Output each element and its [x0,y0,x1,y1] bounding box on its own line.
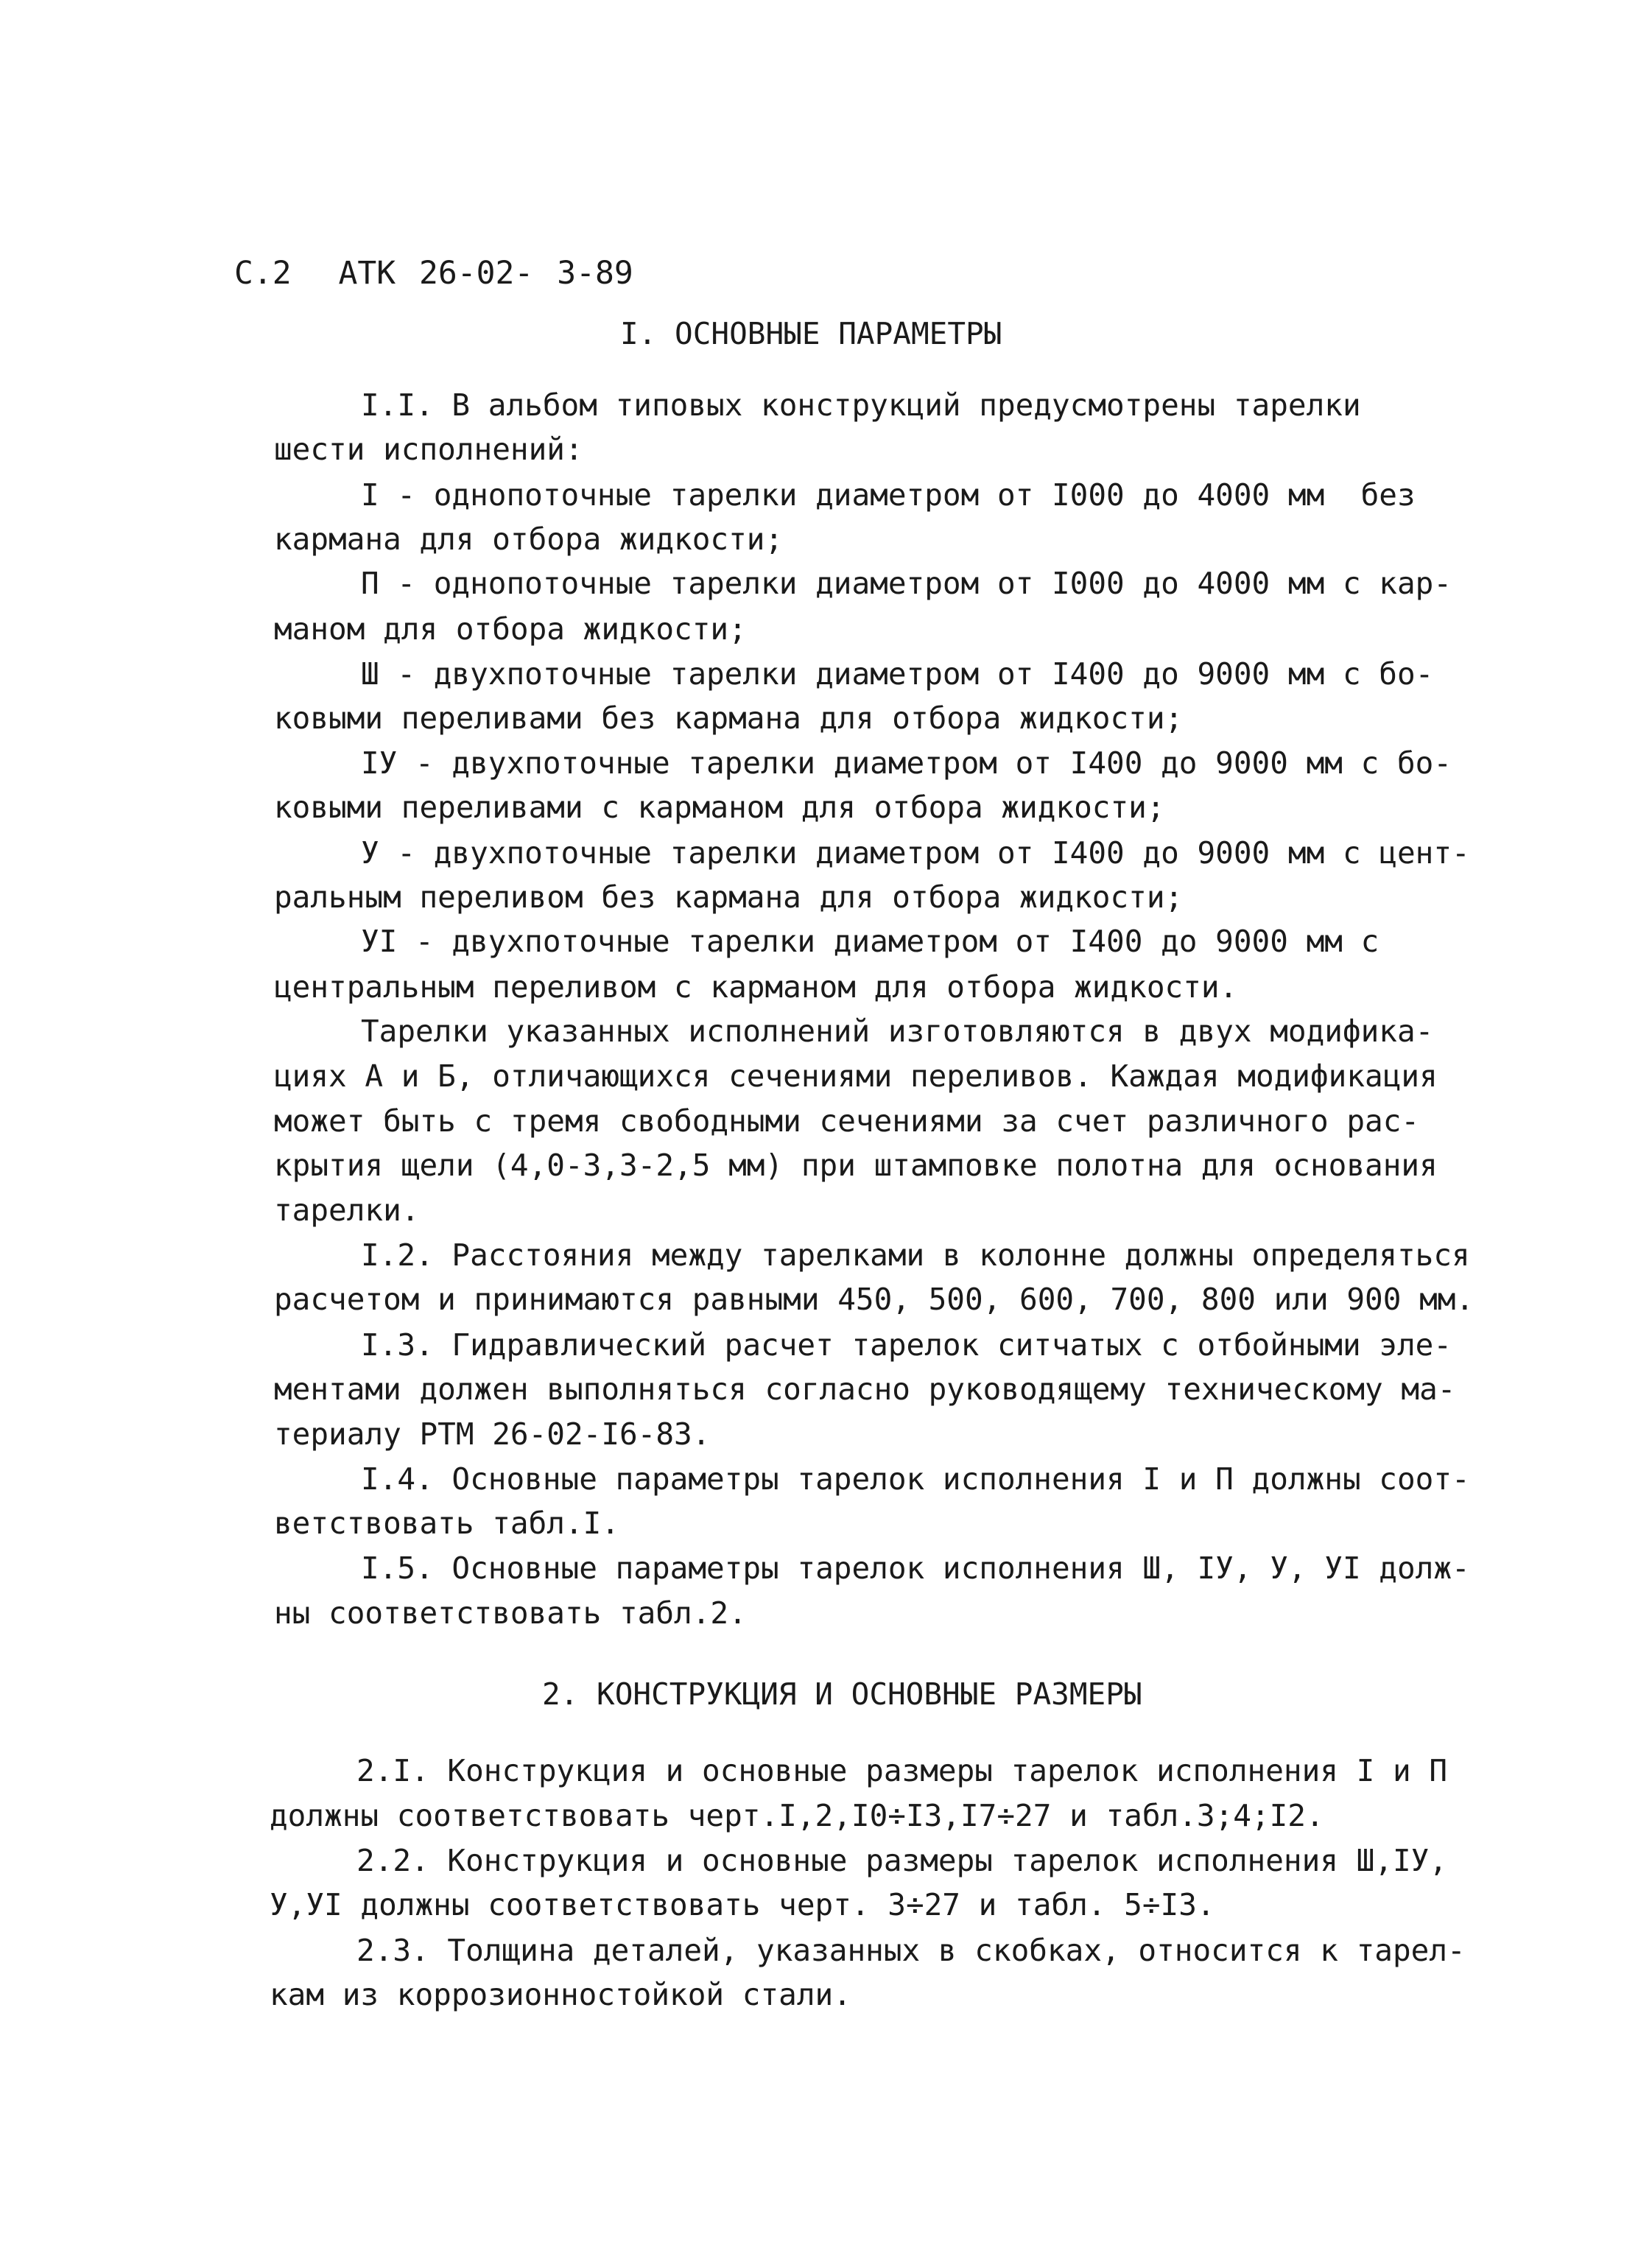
text-line: ковыми переливами без кармана для отбора жидкости; [274,700,1184,736]
text-line: I.3. Гидравлический расчет тарелок ситчатых с отбойными эле- [361,1327,1452,1363]
text-line: IУ - двухпоточные тарелки диаметром от I400 до 9000 мм с бо- [361,745,1452,781]
text-line: 2.I. Конструкция и основные размеры тарелок исполнения I и П [356,1753,1448,1788]
text-line: циях А и Б, отличающихся сечениями переливов. Каждая модификация [274,1058,1438,1094]
text-line: I.4. Основные параметры тарелок исполнения I и П должны соот- [361,1461,1470,1497]
text-line: крытия щели (4,0-3,3-2,5 мм) при штамповке полотна для основания [274,1148,1438,1183]
text-line: центральным переливом с карманом для отбора жидкости. [274,969,1238,1005]
text-line: кам из коррозионностойкой стали. [270,1977,851,2012]
text-line: I.5. Основные параметры тарелок исполнения Ш, IУ, У, УI долж- [361,1550,1470,1586]
text-line: ральным переливом без кармана для отбора жидкости; [274,879,1184,915]
text-line: тарелки. [274,1193,420,1228]
text-line: ны соответствовать табл.2. [274,1595,747,1631]
text-line: У - двухпоточные тарелки диаметром от I400 до 9000 мм с цент- [361,835,1470,871]
text-line: 2.2. Конструкция и основные размеры тарелок исполнения Ш,IУ, [356,1843,1448,1878]
text-line: расчетом и принимаются равными 450, 500, 600, 700, 800 или 900 мм. [274,1282,1475,1317]
text-line: шести исполнений: [274,432,583,467]
text-line: У,УI должны соответствовать черт. 3÷27 и табл. 5÷I3. [270,1887,1215,1922]
page-header: С.2 АТК 26-02- 3-89 [234,255,633,292]
text-line: ветствовать табл.I. [274,1506,619,1541]
text-line: I - однопоточные тарелки диаметром от I000 до 4000 мм без [361,477,1416,513]
text-line: Тарелки указанных исполнений изготовляются в двух модифика- [361,1014,1434,1049]
text-line: УI - двухпоточные тарелки диаметром от I400 до 9000 мм с [361,924,1379,959]
text-line: I.I. В альбом типовых конструкций предусмотрены тарелки [361,387,1361,423]
text-line: маном для отбора жидкости; [274,611,747,647]
section-2-title: 2. КОНСТРУКЦИЯ И ОСНОВНЫЕ РАЗМЕРЫ [542,1676,1142,1712]
text-line: кармана для отбора жидкости; [274,521,784,557]
text-line: I.2. Расстояния между тарелками в колонне должны определяться [361,1237,1470,1273]
text-line: П - однопоточные тарелки диаметром от I000 до 4000 мм с кар- [361,566,1452,601]
text-line: Ш - двухпоточные тарелки диаметром от I400 до 9000 мм с бо- [361,656,1434,692]
text-line: должны соответствовать черт.I,2,I0÷I3,I7÷27 и табл.3;4;I2. [270,1798,1324,1833]
text-line: ковыми переливами с карманом для отбора жидкости; [274,790,1165,825]
text-line: териалу РТМ 26-02-I6-83. [274,1416,711,1452]
text-line: может быть с тремя свободными сечениями за счет различного рас- [274,1103,1420,1139]
text-line: ментами должен выполняться согласно руководящему техническому ма- [274,1371,1456,1407]
section-1-title: I. ОСНОВНЫЕ ПАРАМЕТРЫ [620,316,1002,351]
text-line: 2.3. Толщина деталей, указанных в скобках, относится к тарел- [356,1933,1466,1968]
